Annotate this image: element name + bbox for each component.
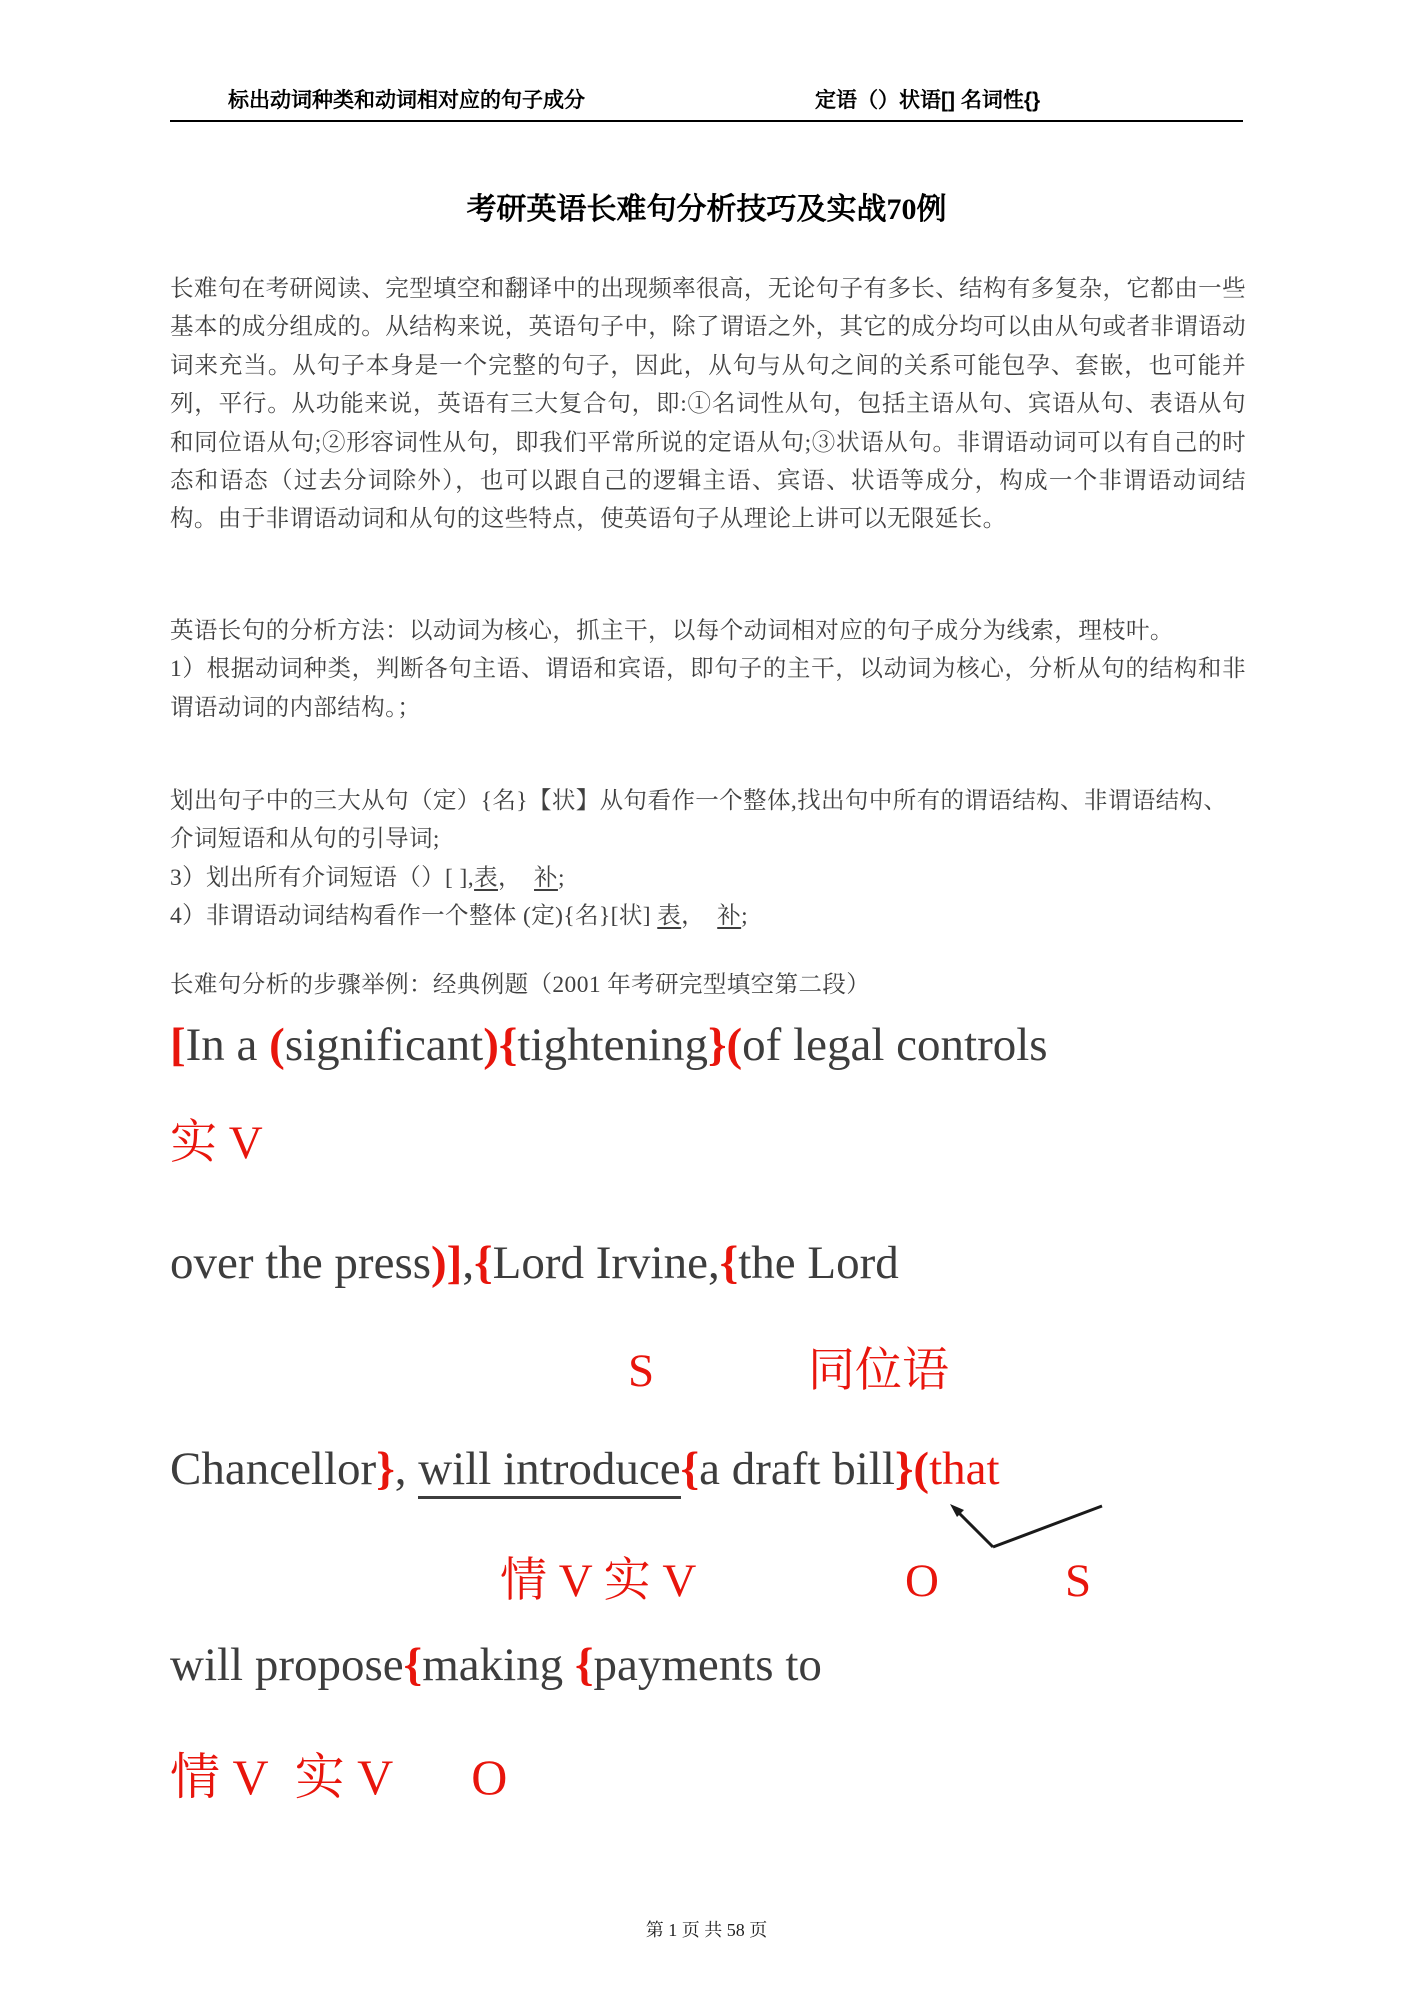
text-will-introduce-underlined: will introduce	[418, 1443, 680, 1499]
open-paren: (	[913, 1443, 930, 1495]
text-tightening: tightening	[517, 1019, 708, 1071]
step4-paragraph	[170, 897, 1246, 935]
open-brace: {	[403, 1639, 423, 1691]
step3-bu-underlined: 补	[534, 864, 558, 891]
header-right-legend: 定语（）状语[] 名词性{}	[815, 89, 1041, 112]
text-that-red: that	[929, 1443, 1000, 1495]
step4-bu-underlined: 补	[717, 903, 742, 930]
open-brace: {	[574, 1639, 594, 1691]
annotation-appositive: 同位语	[808, 1345, 949, 1397]
annotation-object-o: O	[471, 1749, 508, 1805]
annotation-shi-v: 实 V	[170, 1117, 263, 1169]
text-of-legal-controls: of legal controls	[742, 1019, 1048, 1071]
annotation-real-verb: 实 V	[294, 1749, 394, 1805]
annotation-qing-shi-o	[170, 1748, 507, 1806]
page-number-footer: 第 1 页 共 58 页	[645, 1920, 768, 1940]
doc-title: 考研英语长难句分析技巧及实战70例	[466, 193, 947, 226]
text-making: making	[422, 1639, 575, 1691]
page-header	[170, 80, 1243, 122]
text-in-a: In a	[185, 1019, 270, 1071]
reference-arrow	[930, 1490, 1120, 1560]
annotation-modal-real-verb: 情 V 实 V	[500, 1555, 697, 1607]
text-significant: significant	[284, 1019, 484, 1071]
open-brace: {	[474, 1237, 493, 1289]
step2-paragraph: 划出句子中的三大从句（定）{名}【状】从句看作一个整体,找出句中所有的谓语结构、非谓语结构、介词短语和从句的引导词;	[170, 788, 1228, 853]
close-brace-open-paren: }(	[708, 1019, 743, 1071]
annotation-object-o: O	[905, 1555, 939, 1607]
method-paragraph: 英语长句的分析方法：以动词为核心，抓主干，以每个动词相对应的句子成分为线索，理枝叶。	[170, 618, 1174, 644]
annotation-modal-verb: 情 V	[170, 1749, 269, 1805]
example-line-3	[170, 1440, 1000, 1498]
text-payments-to: payments to	[593, 1639, 822, 1691]
text-will-propose: will propose	[170, 1639, 404, 1691]
step4-text: 4）非谓语动词结构看作一个整体 (定){名}[状]	[170, 903, 658, 930]
comma: ,	[462, 1237, 475, 1289]
step3-biao-underlined: 表	[474, 864, 498, 891]
step4-comma: ，	[681, 903, 718, 930]
step1-paragraph: 1）根据动词种类，判断各句主语、谓语和宾语，即句子的主干，以动词为核心，分析从句的结构和非谓语动词的内部结构。；	[170, 656, 1246, 721]
annotation-s-tongweiyu	[170, 1342, 1246, 1402]
close-paren-open-brace: ){	[483, 1019, 518, 1071]
step4-end: ;	[741, 903, 749, 930]
annotation-qing-shi-o-s	[170, 1552, 1246, 1612]
intro-paragraph: 长难句在考研阅读、完型填空和翻译中的出现频率很高，无论句子有多长、结构有多复杂，它都由一些基本的成分组成的。从结构来说，英语句子中，除了谓语之外，其它的成分均可以由从句或者非谓语动词来充当。从句子本身是一个完整的句子，因此，从句与从句之间的关系可能包孕、套嵌，也可能并列，平行。从功能来说，英语有三大复合句，即:①名词性从句，包括主语从句、宾语从句、表语从句和同位语从句;②形容词性从句，即我们平常所说的定语从句;③状语从句。非谓语动词可以有自己的时态和语态（过去分词除外），也可以跟自己的逻辑主语、宾语、状语等成分，构成一个非谓语动词结构。由于非谓语动词和从句的这些特点，使英语句子从理论上讲可以无限延长。	[170, 276, 1246, 533]
step4-biao-underlined: 表	[657, 903, 682, 930]
step3-text: 3）划出所有介词短语（）[ ],	[170, 864, 475, 891]
open-paren: (	[269, 1019, 285, 1071]
annotation-subject-s: S	[1065, 1555, 1092, 1607]
close-brace: }	[376, 1443, 395, 1495]
close-brace: }	[894, 1443, 914, 1495]
header-left-label: 标出动词种类和动词相对应的句子成分	[228, 89, 585, 112]
text-a-draft-bill: a draft bill	[699, 1443, 895, 1495]
example-caption: 长难句分析的步骤举例：经典例题（2001 年考研完型填空第二段）	[170, 972, 871, 998]
annotation-subject-s: S	[628, 1345, 655, 1397]
step3-end: ;	[557, 864, 565, 891]
example-line-1	[170, 1016, 1048, 1074]
text-over-the-press: over the press	[170, 1237, 432, 1289]
open-brace: {	[719, 1237, 739, 1289]
open-brace: {	[680, 1443, 700, 1495]
text-chancellor: Chancellor	[170, 1443, 377, 1495]
steps-block	[170, 782, 1246, 936]
comma: ,	[394, 1443, 419, 1495]
method-block	[170, 612, 1246, 727]
step3-comma: ，	[497, 864, 535, 891]
text-lord-irvine: Lord Irvine,	[492, 1237, 720, 1289]
text-the-lord: the Lord	[738, 1237, 899, 1289]
close-paren-square: )]	[431, 1237, 463, 1289]
example-line-2	[170, 1234, 899, 1292]
example-line-4	[170, 1636, 822, 1694]
open-square-bracket: [	[170, 1019, 186, 1071]
step3-paragraph	[170, 859, 1246, 897]
